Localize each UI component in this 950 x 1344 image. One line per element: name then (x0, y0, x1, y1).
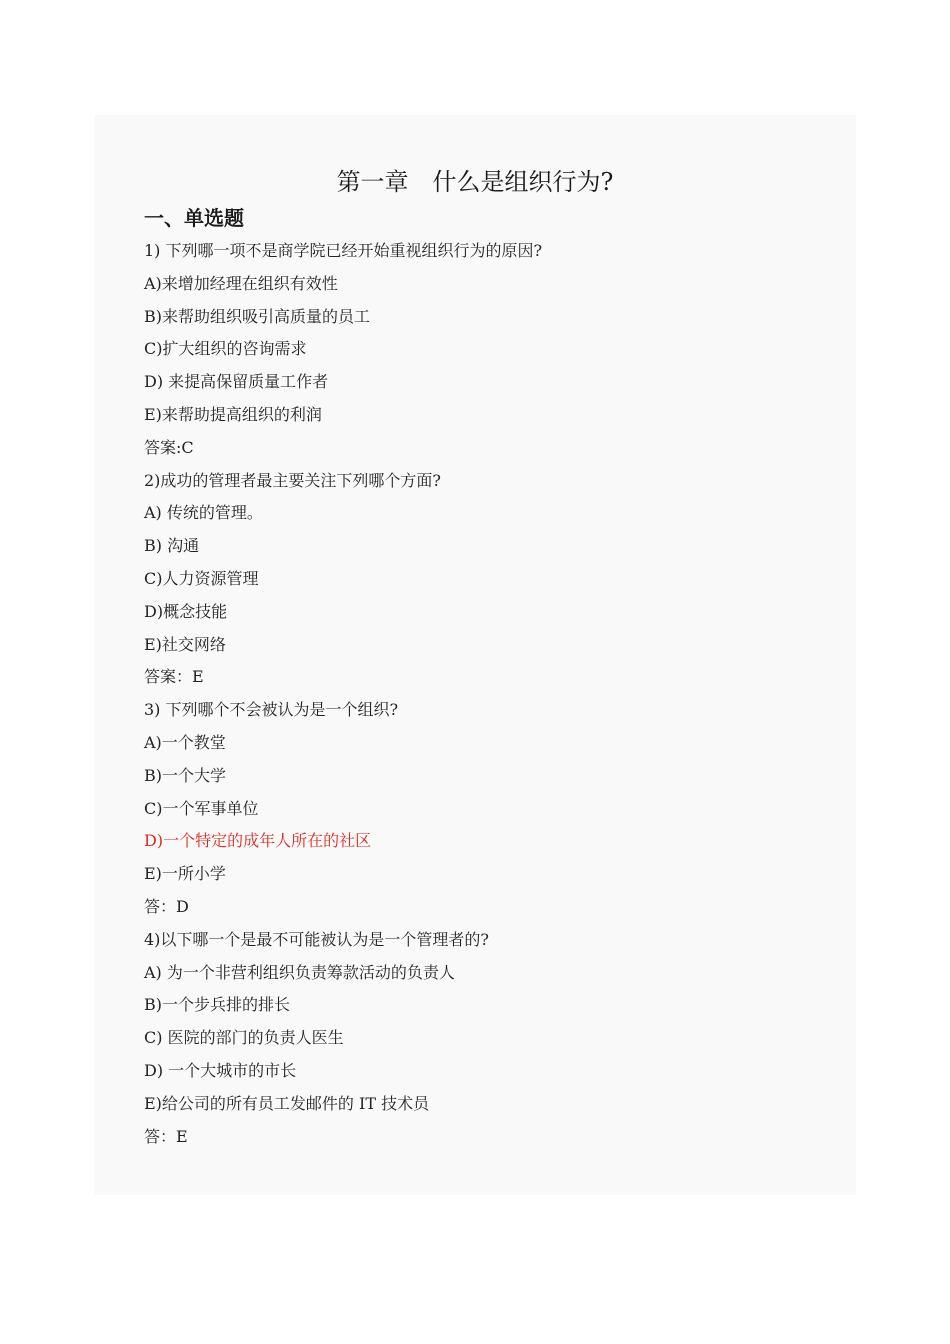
answer-line: 答案：E (144, 667, 204, 687)
option-line: E)来帮助提高组织的利润 (144, 404, 322, 424)
answer-line: 答：D (144, 896, 189, 916)
question-stem: 4)以下哪一个是最不可能被认为是一个管理者的? (144, 929, 490, 949)
option-line: D)一个特定的成年人所在的社区 (144, 831, 372, 851)
question-list (144, 239, 824, 1157)
option-line: E)给公司的所有员工发邮件的 IT 技术员 (144, 1093, 430, 1113)
option-line: B)一个大学 (144, 765, 227, 785)
question-stem: 3) 下列哪个不会被认为是一个组织? (144, 700, 399, 720)
option-line: C)人力资源管理 (144, 568, 259, 588)
option-line: E)一所小学 (144, 864, 226, 884)
option-line: D) 来提高保留质量工作者 (144, 372, 329, 392)
option-line: A) 传统的管理。 (144, 503, 263, 523)
option-line: D)概念技能 (144, 601, 228, 621)
document-page (94, 115, 856, 1195)
chapter-title: 第一章 什么是组织行为? (336, 168, 614, 196)
question-stem: 2)成功的管理者最主要关注下列哪个方面? (144, 470, 442, 490)
answer-line: 答案:C (144, 437, 194, 457)
option-line: B)一个步兵排的排长 (144, 995, 291, 1015)
section-heading: 一、单选题 (144, 206, 244, 230)
option-line: C)一个军事单位 (144, 798, 259, 818)
option-line: A)一个教堂 (144, 732, 226, 752)
answer-line: 答：E (144, 1126, 188, 1146)
option-line: C) 医院的部门的负责人医生 (144, 1028, 344, 1048)
option-line: C)扩大组织的咨询需求 (144, 339, 307, 359)
option-line: B)来帮助组织吸引高质量的员工 (144, 306, 371, 326)
option-line: A)来增加经理在组织有效性 (144, 273, 338, 293)
question-stem: 1) 下列哪一项不是商学院已经开始重视组织行为的原因? (144, 241, 543, 260)
option-line: B) 沟通 (144, 536, 200, 556)
option-line: A) 为一个非营利组织负责筹款活动的负责人 (144, 962, 455, 982)
option-line: D) 一个大城市的市长 (144, 1060, 297, 1080)
option-line: E)社交网络 (144, 634, 226, 654)
